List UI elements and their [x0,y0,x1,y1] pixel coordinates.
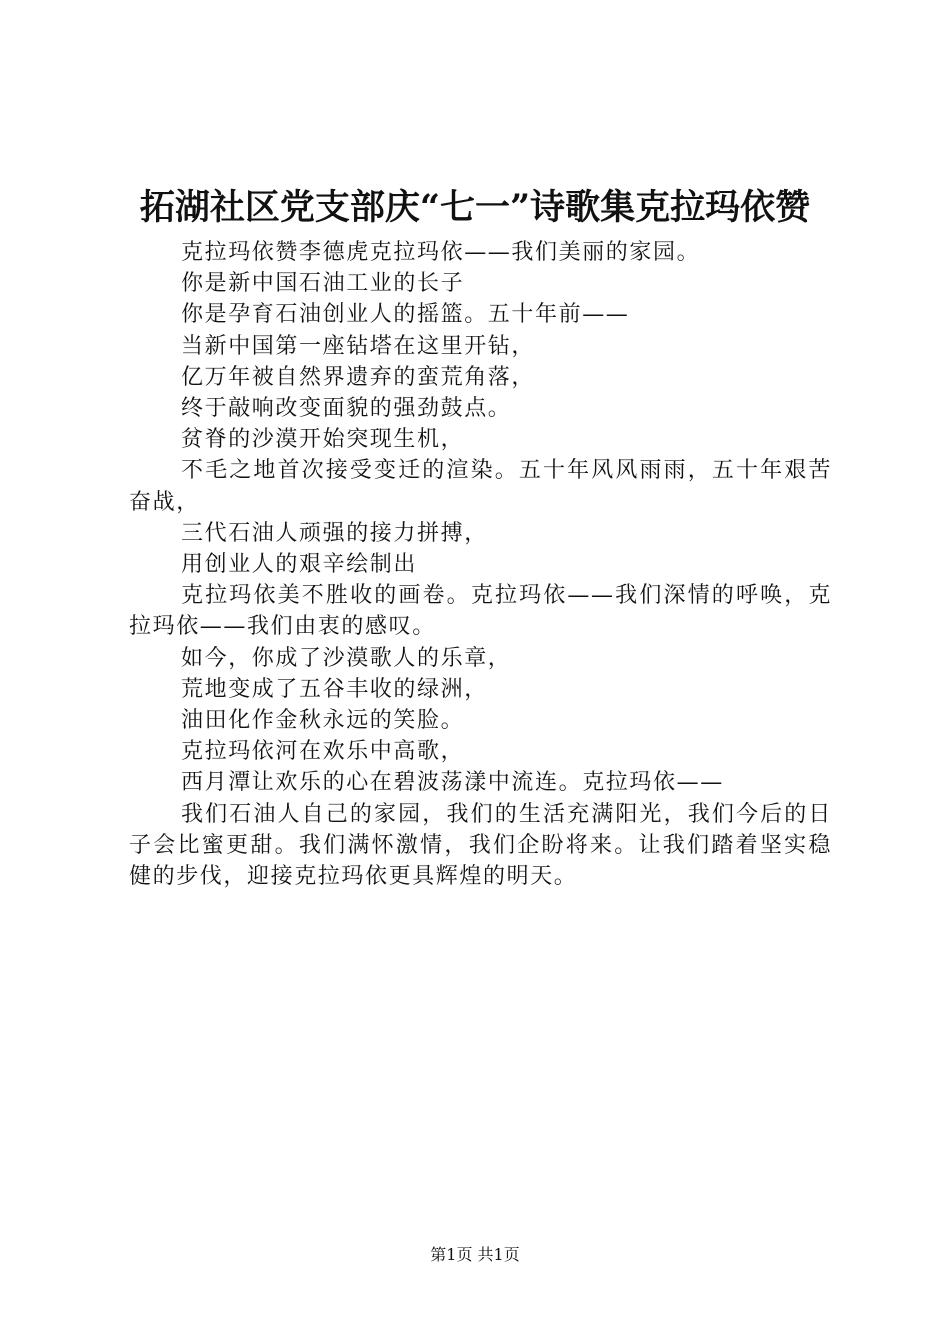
paragraph: 三代石油人顽强的接力拼搏， [181,520,488,546]
paragraph: 贫脊的沙漠开始突现生机， [181,427,465,453]
paragraph: 终于敲响改变面貌的强劲鼓点。 [181,396,512,422]
paragraph: 不毛之地首次接受变迁的渲染。五十年风风雨雨，五十年艰苦奋战， [129,458,832,515]
paragraph: 我们石油人自己的家园，我们的生活充满阳光，我们今后的日子会比蜜更甜。我们满怀激情，我们企盼将来。让我们踏着坚实稳健的步伐，迎接克拉玛依更具辉煌的明天。 [129,801,832,890]
document-body [129,237,832,892]
paragraph: 克拉玛依赞李德虎克拉玛依——我们美丽的家园。 [181,240,701,265]
paragraph: 克拉玛依河在欢乐中高歌， [181,739,465,765]
paragraph: 亿万年被自然界遗弃的蛮荒角落， [181,364,536,390]
paragraph: 你是新中国石油工业的长子 [181,271,465,297]
paragraph: 你是孕育石油创业人的摇篮。五十年前—— [181,302,630,328]
paragraph: 当新中国第一座钻塔在这里开钻， [181,333,536,359]
paragraph: 克拉玛依美不胜收的画卷。克拉玛依——我们深情的呼唤，克拉玛依——我们由衷的感叹。 [129,583,832,640]
page-number: 第1页 共1页 [430,1245,520,1264]
paragraph: 荒地变成了五谷丰收的绿洲， [181,676,488,702]
paragraph: 油田化作金秋永远的笑脸。 [181,708,465,734]
paragraph: 用创业人的艰辛绘制出 [181,552,418,578]
paragraph: 西月潭让欢乐的心在碧波荡漾中流连。克拉玛依—— [181,770,724,796]
page-title: 拓湖社区党支部庆“七一”诗歌集克拉玛依赞 [139,187,811,228]
paragraph: 如今，你成了沙漠歌人的乐章， [181,645,512,671]
